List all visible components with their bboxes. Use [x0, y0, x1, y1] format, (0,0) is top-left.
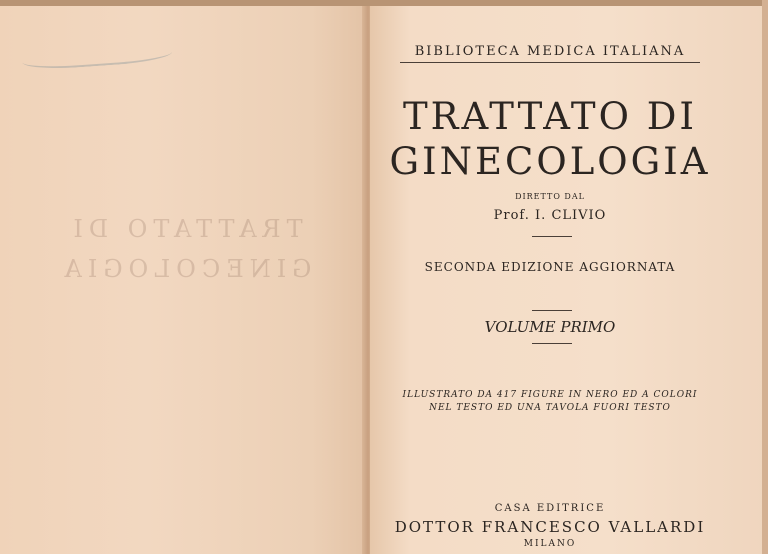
directed-by-label: DIRETTO DAL — [515, 192, 585, 201]
editor-rule — [532, 236, 572, 237]
edition: SECONDA EDIZIONE AGGIORNATA — [424, 260, 676, 274]
title-line-2: GINECOLOGIA — [389, 140, 711, 183]
illustration-note-line-2: NEL TESTO ED UNA TAVOLA FUORI TESTO — [429, 403, 671, 413]
series-name: BIBLIOTECA MEDICA ITALIANA — [414, 44, 686, 59]
editor-name: Prof. I. CLIVIO — [493, 208, 607, 223]
right-page — [370, 0, 768, 554]
publisher-city: MILANO — [523, 539, 577, 549]
publisher-label: CASA EDITRICE — [494, 503, 606, 514]
page-edge-top — [0, 0, 768, 6]
illustration-note-line-1: ILLUSTRATO DA 417 FIGURE IN NERO ED A COLORI — [402, 390, 698, 400]
show-through-title-line2: GINECOLOGIA — [58, 255, 312, 283]
show-through-title-line1: TRATTATO DI — [67, 215, 303, 243]
title-line-1: TRATTATO DI — [402, 95, 697, 138]
publisher-name: DOTTOR FRANCESCO VALLARDI — [394, 518, 706, 536]
volume-rule-top — [532, 310, 572, 311]
page-edge-right — [762, 0, 768, 554]
volume-rule-bottom — [532, 343, 572, 344]
volume: VOLUME PRIMO — [484, 318, 616, 336]
series-underline — [400, 62, 700, 63]
